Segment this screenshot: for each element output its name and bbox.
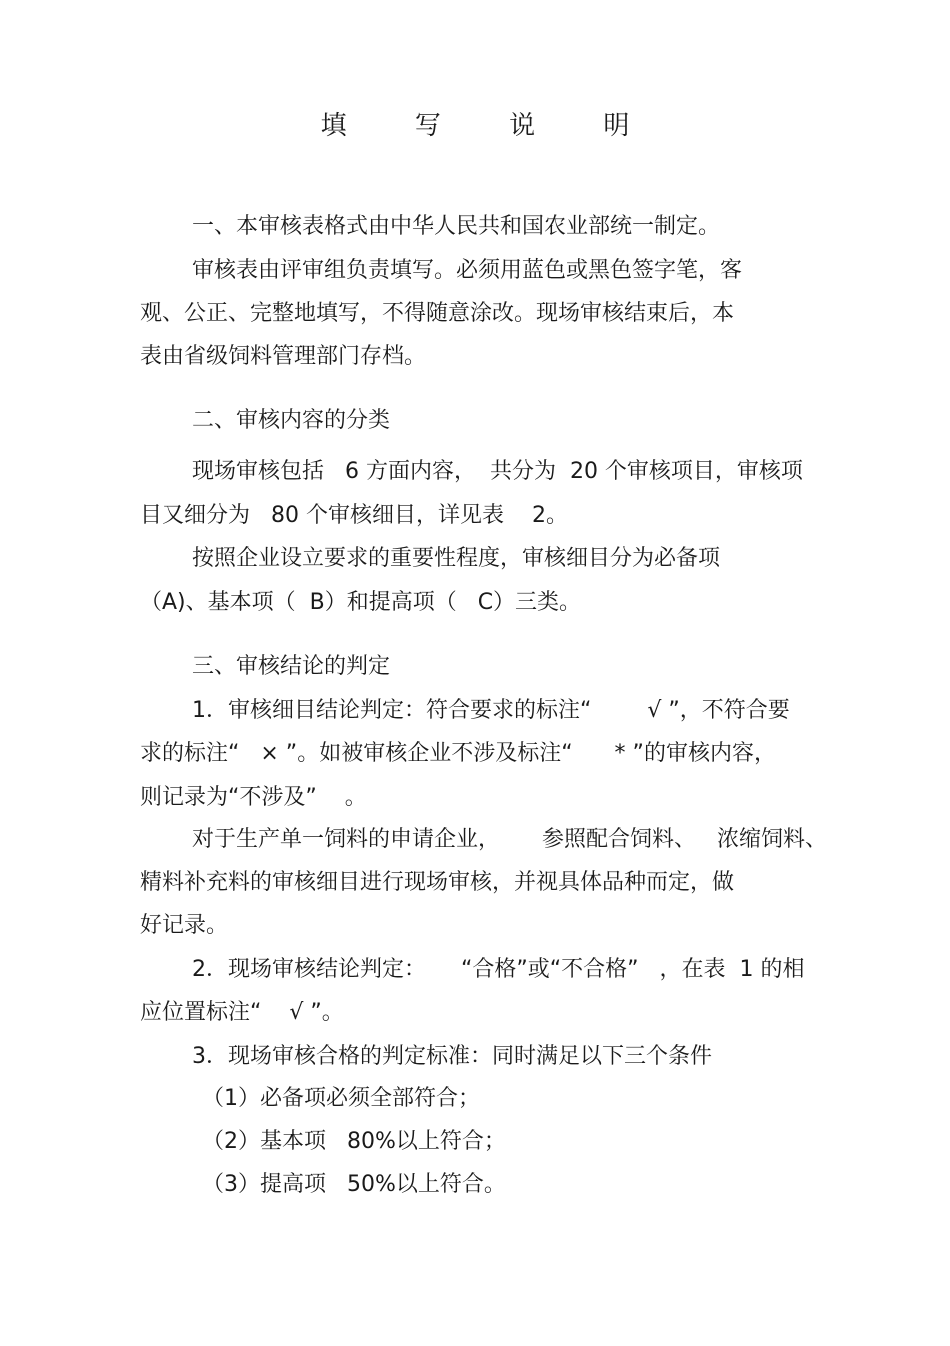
- text-line: 审核表由评审组负责填写。必须用蓝色或黑色签字笔，客: [192, 258, 743, 283]
- text-line: 精料补充料的审核细目进行现场审核，并视具体品种而定，做: [140, 870, 735, 895]
- text-line: 表由省级饲料管理部门存档。: [140, 344, 427, 369]
- text-line: 目又细分为 80 个审核细目，详见表 2。: [140, 503, 568, 528]
- text-line: 对于生产单一饲料的申请企业， 参照配合饲料、 浓缩饲料、: [192, 827, 827, 852]
- text-line: 应位置标注“ √ ”。: [140, 1000, 344, 1025]
- text-line: 观、公正、完整地填写，不得随意涂改。现场审核结束后，本: [140, 301, 735, 326]
- text-line: 2．现场审核结论判定： “合格”或“不合格” ，在表 1 的相: [192, 957, 805, 982]
- list-item: （3）提高项 50%以上符合。: [202, 1172, 506, 1197]
- list-item: （1）必备项必须全部符合；: [202, 1086, 480, 1111]
- section-heading: 三、审核结论的判定: [192, 654, 391, 679]
- section-heading: 二、审核内容的分类: [192, 408, 391, 433]
- text-line: 则记录为“不涉及” 。: [140, 785, 367, 810]
- text-line: 现场审核包括 6 方面内容， 共分为 20 个审核项目，审核项: [192, 459, 803, 484]
- text-line: 好记录。: [140, 913, 229, 938]
- text-line: 3．现场审核合格的判定标准：同时满足以下三个条件: [192, 1044, 712, 1069]
- text-line: 求的标注“ × ”。如被审核企业不涉及标注“ * ”的审核内容，: [140, 741, 776, 766]
- text-line: （A)、基本项（ B）和提高项（ C）三类。: [140, 590, 582, 615]
- text-line: 一、本审核表格式由中华人民共和国农业部统一制定。: [192, 214, 721, 239]
- text-line: 1．审核细目结论判定：符合要求的标注“ √ ”，不符合要: [192, 698, 790, 723]
- text-line: 按照企业设立要求的重要性程度，审核细目分为必备项: [192, 546, 721, 571]
- page-title: 填 写 说 明: [320, 111, 660, 141]
- list-item: （2）基本项 80%以上符合；: [202, 1129, 506, 1154]
